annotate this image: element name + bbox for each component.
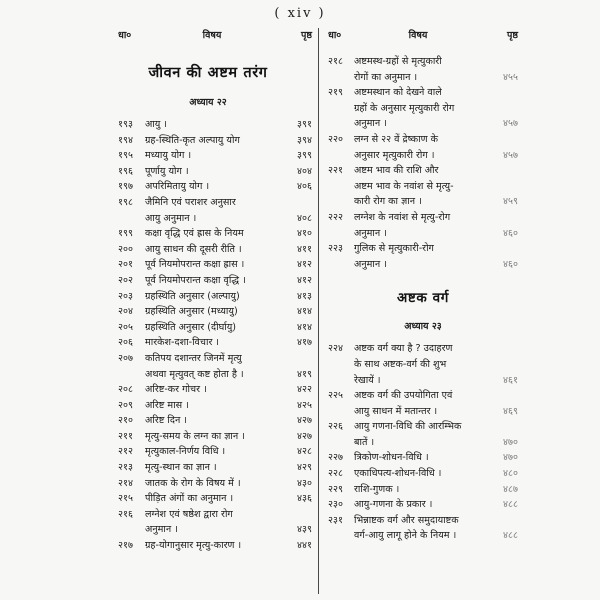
entry-title-line: एकाधिपत्य-शोधन-विधि । [354,468,442,480]
entry-number: २१८ [328,56,343,67]
header-number-label: धा० [118,30,132,41]
index-entry [118,444,312,460]
entry-title-line: अनुमान । [145,524,178,536]
entry-page-number: ४७० [503,452,518,464]
entry-body [354,85,518,132]
entry-title-line: मारकेश-दशा-विचार । [145,337,220,349]
index-entry [118,164,312,180]
entry-body [354,163,518,210]
entry-page-number: ४०८ [297,212,312,224]
index-entry [328,466,518,482]
entry-number: २१५ [118,493,133,505]
index-entry [328,85,518,132]
entry-page-number: ४५७ [503,118,518,130]
entry-number: २१६ [118,508,133,520]
entry-number: २०० [118,243,133,255]
left-section-subtitle: अध्याय २२ [189,97,227,108]
entry-body [145,320,312,336]
index-entry [328,419,518,450]
entry-body [145,507,312,538]
index-entry [328,341,518,388]
entry-title-line: कक्षा वृद्धि एवं ह्रास के नियम [145,228,244,240]
left-column [118,28,318,594]
header-topic-label: विषय [202,30,222,41]
index-entry [118,226,312,242]
entry-title-line: मृत्युकाल-निर्णय विधि । [145,446,226,458]
entry-title-line: ग्रहस्थिति अनुसार (मध्यायु) [145,306,238,318]
entry-number: २०५ [118,321,133,333]
entry-number: २११ [118,430,133,442]
entry-title-line: पूर्व नियमोपरान्त कक्षा ह्रास । [145,259,245,271]
entry-body [354,450,518,466]
entry-title-line: रोगों का अनुमान । [354,71,418,83]
entry-title-line: आयु साधन में मतान्तर । [354,405,438,417]
index-entry [118,476,312,492]
index-entry [328,450,518,466]
entry-page-number: ४१३ [297,290,312,302]
entry-title-line: अरिष्ट दिन । [145,415,187,427]
entry-title-line: राशि-गुणक । [354,483,400,495]
entry-number: १९३ [118,119,133,130]
entry-page-number: ४८० [503,468,518,480]
left-entry-list [118,117,312,554]
entry-page-number: ४३० [297,477,312,489]
entry-title-line: अरिष्ट-कर गोचर । [145,384,207,396]
header-number-label-right: धा० [328,30,342,41]
entry-title-line: अष्टम भाव की राशि और [354,165,439,177]
entry-page-number: ३९९ [297,150,312,162]
index-entry [328,132,518,163]
entry-page-number: ४२९ [297,462,312,474]
entry-number: २०२ [118,274,133,286]
entry-number: २०७ [118,352,133,364]
index-entry [118,460,312,476]
entry-title-line: अथवा मृत्युवत् कष्ट होता है । [145,368,244,380]
entry-number: २३१ [328,514,343,526]
index-entry [118,148,312,164]
index-entry [328,210,518,241]
right-section-subtitle: अध्याय २३ [404,321,442,333]
entry-number: २०९ [118,399,133,411]
entry-body [145,351,312,382]
right-column-header [328,28,518,46]
entry-title-line: आयु । [145,119,168,130]
entry-title-line: अनुमान । [354,258,387,270]
entry-body [145,304,312,320]
entry-body [354,497,518,513]
entry-title-line: के साथ अष्टक-वर्ग की शुभ [354,358,447,370]
entry-page-number: ४१७ [297,337,312,349]
entry-title-line: रेखायें । [354,374,381,386]
entry-page-number: ४३९ [297,524,312,536]
index-entry [328,388,518,419]
entry-body [145,164,312,180]
index-entry [118,351,312,382]
entry-title-line: ग्रहस्थिति अनुसार (दीर्घायु) [145,321,237,333]
index-entry [118,117,312,133]
entry-body [145,429,312,445]
entry-body [145,195,312,226]
entry-title-line: पीड़ित अंगों का अनुमान । [145,493,234,505]
entry-number: २२३ [328,243,343,255]
entry-body [145,242,312,258]
entry-body [145,117,312,133]
entry-page-number: ४८८ [503,499,518,511]
entry-number: १९९ [118,228,133,240]
entry-title-line: मृत्यु-स्थान का ज्ञान । [145,462,217,474]
entry-title-line: अरिष्ट मास । [145,399,189,411]
index-entry [118,507,312,538]
entry-number: २२९ [328,483,343,495]
left-column-header [118,28,312,46]
right-column [318,28,518,594]
entry-body [145,413,312,429]
entry-body [145,148,312,164]
entry-number: २२१ [328,165,343,177]
entry-number: २०४ [118,306,133,318]
entry-title-line: जातक के रोग के विषय में । [145,477,241,489]
entry-title-line: कतिपय दशान्तर जिनमें मृत्यु [145,352,242,364]
index-entry [328,163,518,210]
entry-page-number: ३९४ [297,134,312,146]
entry-title-line: बातें । [354,436,375,448]
entry-page-number: ४३६ [297,493,312,505]
entry-title-line: त्रिकोण-शोधन-विधि । [354,452,429,464]
entry-number: २३० [328,499,343,511]
entry-page-number: ४८८ [503,530,518,542]
index-entry [118,133,312,149]
entry-page-number: ४१२ [297,274,312,286]
index-entry [118,413,312,429]
entry-body [145,476,312,492]
entry-body [354,482,518,498]
index-entry [118,304,312,320]
entry-title-line: गुलिक से मृत्युकारी-रोग [354,243,434,255]
entry-page-number: ४८७ [503,483,518,495]
right-entry-list-bottom [328,341,518,544]
index-entry [328,54,518,85]
entry-body [354,241,518,272]
entry-title-line: ग्रह-स्थिति-कृत अल्पायु योग [145,134,240,146]
entry-title-line: ग्रह-योगानुसार मृत्यु-कारण । [145,540,242,552]
entry-body [145,538,312,554]
entry-page-number: ४६९ [503,405,518,417]
entry-title-line: अष्टक वर्ग क्या है ? उदाहरण [354,343,453,355]
index-entry [118,179,312,195]
entry-page-number: ४०६ [297,181,312,193]
entry-page-number: ४५७ [503,149,518,161]
entry-number: २२६ [328,421,343,433]
entry-title-line: भिन्नाष्टक वर्ग और समुदायाष्टक [354,514,459,526]
entry-number: २०८ [118,384,133,396]
right-entry-list-top [328,54,518,272]
entry-title-line: आयु-गणना के प्रकार । [354,499,433,511]
entry-number: १९५ [118,150,133,162]
entry-body [145,382,312,398]
entry-number: १९४ [118,134,133,146]
index-entry [118,289,312,305]
entry-body [145,444,312,460]
entry-body [145,460,312,476]
index-entry [118,320,312,336]
entry-number: २२८ [328,468,343,480]
entry-body [145,179,312,195]
entry-number: २१९ [328,87,343,99]
entry-page-number: ४२५ [297,399,312,411]
entry-number: २१२ [118,446,133,458]
entry-number: १९७ [118,181,133,193]
entry-page-number: ४१२ [297,259,312,271]
entry-body [354,419,518,450]
entry-title-line: अनुसार मृत्युकारी रोग । [354,149,435,161]
entry-body [145,335,312,351]
left-section-title: जीवन की अष्टम तरंग [148,65,268,81]
entry-page-number: ४११ [297,243,312,255]
index-entry [328,241,518,272]
entry-body [354,466,518,482]
index-entry [328,513,518,544]
index-entry [118,335,312,351]
entry-body [354,513,518,544]
entry-body [354,54,518,85]
entry-body [354,210,518,241]
entry-title-line: अनुमान । [354,118,387,130]
index-entry [118,398,312,414]
entry-title-line: जैमिनि एवं पराशर अनुसार [145,196,236,208]
entry-title-line: लग्नेश एवं षष्ठेश द्वारा रोग [145,508,233,520]
index-entry [118,273,312,289]
entry-number: १९८ [118,196,133,208]
entry-number: २२२ [328,211,343,223]
entry-title-line: अष्टक वर्ग की उपयोगिता एवं [354,390,453,402]
header-page-label: पृष्ठ [301,30,312,41]
entry-page-number: ४१० [297,228,312,240]
entry-number: २२४ [328,343,343,355]
entry-number: २०३ [118,290,133,302]
index-entry [118,538,312,554]
right-section-title: अष्टक वर्ग [397,290,449,307]
entry-title-line: ग्रहों के अनुसार मृत्युकारी रोग [354,102,455,114]
entry-page-number: ३९१ [297,119,312,130]
entry-number: २२० [328,133,343,145]
entry-body [145,257,312,273]
entry-number: २२७ [328,452,343,464]
page-folio: ( xiv ) [274,6,326,21]
entry-page-number: ४४१ [297,540,312,552]
entry-page-number: ४७० [503,436,518,448]
entry-page-number: ४६१ [503,374,518,386]
entry-body [145,398,312,414]
entry-title-line: मध्यायु योग । [145,150,192,162]
index-entry [118,242,312,258]
entry-number: १९६ [118,165,133,177]
entry-body [145,289,312,305]
entry-title-line: मृत्यु-समय के लग्न का ज्ञान । [145,430,245,442]
header-topic-label-right: विषय [408,30,428,41]
entry-body [354,341,518,388]
entry-title-line: अष्टम भाव के नवांश से मृत्यु- [354,180,454,192]
entry-body [145,273,312,289]
entry-page-number: ४६० [503,227,518,239]
entry-body [145,226,312,242]
entry-number: २०१ [118,259,133,271]
entry-title-line: कारी रोग का ज्ञान । [354,196,422,208]
entry-page-number: ४२७ [297,415,312,427]
entry-page-number: ४१४ [297,321,312,333]
entry-title-line: लग्न से २२ वें द्रेष्काण के [354,133,439,145]
entry-title-line: अनुमान । [354,227,387,239]
entry-title-line: ग्रहस्थिति अनुसार (अल्पायु) [145,290,240,302]
entry-page-number: ४५९ [503,196,518,208]
entry-page-number: ४१९ [297,368,312,380]
entry-title-line: अपरिमितायु योग । [145,181,210,193]
index-entry [118,429,312,445]
entry-number: २१७ [118,540,133,552]
entry-title-line: वर्ग-आयु लागू होने के नियम । [354,530,457,542]
two-column-layout [118,28,518,594]
entry-page-number: ४१४ [297,306,312,318]
header-page-label-right: पृष्ठ [507,30,518,41]
entry-page-number: ४२८ [297,446,312,458]
entry-title-line: आयु अनुमान । [145,212,197,224]
entry-number: २०६ [118,337,133,349]
entry-page-number: ४२२ [297,384,312,396]
entry-number: २१० [118,415,133,427]
entry-title-line: आयु साधन की दूसरी रीति । [145,243,242,255]
entry-title-line: अष्टमस्थान को देखने वाले [354,87,442,99]
entry-page-number: ४५५ [503,71,518,83]
entry-number: २१३ [118,462,133,474]
index-entry [118,257,312,273]
entry-number: २१४ [118,477,133,489]
entry-body [145,491,312,507]
index-entry [328,482,518,498]
entry-body [354,388,518,419]
entry-number: २२५ [328,390,343,402]
entry-body [145,133,312,149]
entry-title-line: लग्नेश के नवांश से मृत्यु-रोग [354,211,451,223]
entry-page-number: ४६० [503,258,518,270]
entry-title-line: अष्टमस्थ-ग्रहों से मृत्युकारी [354,56,442,67]
entry-title-line: पूर्व नियमोपरान्त कक्षा वृद्धि । [145,274,246,286]
index-entry [118,491,312,507]
entry-page-number: ४२७ [297,430,312,442]
index-entry [328,497,518,513]
index-entry [118,382,312,398]
entry-title-line: पूर्णायु योग । [145,165,189,177]
entry-title-line: आयु गणना-विधि की आरम्भिक [354,421,462,433]
entry-body [354,132,518,163]
index-entry [118,195,312,226]
entry-page-number: ४०४ [297,165,312,177]
